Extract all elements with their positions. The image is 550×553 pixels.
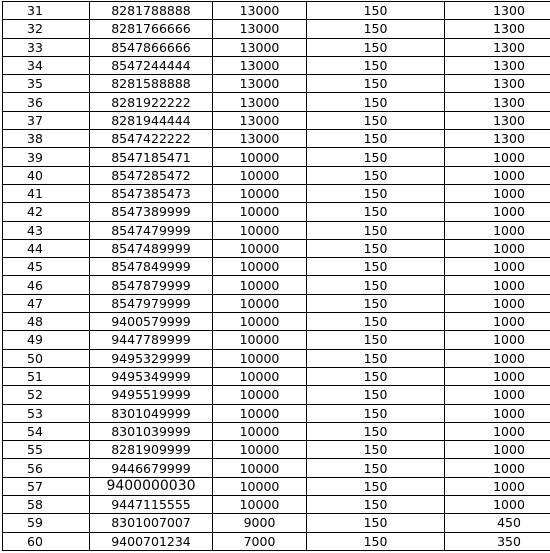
amount-cell: 10000	[213, 349, 307, 367]
amount-cell: 10000	[213, 496, 307, 514]
row-number-cell: 47	[3, 294, 90, 312]
rate-cell: 150	[307, 532, 445, 550]
phone-number-cell: 8547389999	[90, 203, 213, 221]
value-cell: 1000	[445, 459, 550, 477]
rate-cell: 150	[307, 294, 445, 312]
rate-cell: 150	[307, 404, 445, 422]
phone-number-cell: 8547849999	[90, 258, 213, 276]
phone-number-cell: 8301039999	[90, 422, 213, 440]
value-cell: 350	[445, 532, 550, 550]
row-number-cell: 32	[3, 20, 90, 38]
amount-cell: 13000	[213, 93, 307, 111]
row-number-cell: 34	[3, 56, 90, 74]
amount-cell: 13000	[213, 56, 307, 74]
table-row	[3, 20, 550, 38]
phone-number-cell: 9446679999	[90, 459, 213, 477]
value-cell: 1000	[445, 477, 550, 495]
row-number-cell: 42	[3, 203, 90, 221]
table-row	[3, 258, 550, 276]
rate-cell: 150	[307, 239, 445, 257]
table-row	[3, 441, 550, 459]
row-number-cell: 52	[3, 386, 90, 404]
value-cell: 1000	[445, 221, 550, 239]
value-cell: 1000	[445, 203, 550, 221]
row-number-cell: 51	[3, 367, 90, 385]
row-number-cell: 53	[3, 404, 90, 422]
phone-number-cell: 8547185471	[90, 148, 213, 166]
rate-cell: 150	[307, 313, 445, 331]
table-row	[3, 496, 550, 514]
phone-number-cell: 8281588888	[90, 75, 213, 93]
rate-cell: 150	[307, 496, 445, 514]
rate-cell: 150	[307, 386, 445, 404]
value-cell: 1000	[445, 349, 550, 367]
value-cell: 1000	[445, 422, 550, 440]
rate-cell: 150	[307, 441, 445, 459]
row-number-cell: 46	[3, 276, 90, 294]
amount-cell: 10000	[213, 367, 307, 385]
amount-cell: 10000	[213, 184, 307, 202]
row-number-cell: 56	[3, 459, 90, 477]
table-body	[3, 2, 550, 551]
table-row	[3, 38, 550, 56]
value-cell: 1000	[445, 166, 550, 184]
amount-cell: 10000	[213, 203, 307, 221]
table-row	[3, 2, 550, 20]
table-row	[3, 477, 550, 495]
value-cell: 1000	[445, 239, 550, 257]
row-number-cell: 49	[3, 331, 90, 349]
phone-number-cell: 9495519999	[90, 386, 213, 404]
value-cell: 1000	[445, 367, 550, 385]
phone-number-cell: 8547244444	[90, 56, 213, 74]
amount-cell: 10000	[213, 477, 307, 495]
row-number-cell: 55	[3, 441, 90, 459]
table-row	[3, 349, 550, 367]
amount-cell: 10000	[213, 239, 307, 257]
row-number-cell: 36	[3, 93, 90, 111]
table-row	[3, 166, 550, 184]
amount-cell: 10000	[213, 331, 307, 349]
table-row	[3, 56, 550, 74]
rate-cell: 150	[307, 56, 445, 74]
row-number-cell: 60	[3, 532, 90, 550]
phone-number-cell: 8547979999	[90, 294, 213, 312]
row-number-cell: 50	[3, 349, 90, 367]
amount-cell: 7000	[213, 532, 307, 550]
row-number-cell: 41	[3, 184, 90, 202]
value-cell: 1000	[445, 404, 550, 422]
rate-cell: 150	[307, 331, 445, 349]
rate-cell: 150	[307, 349, 445, 367]
row-number-cell: 58	[3, 496, 90, 514]
rate-cell: 150	[307, 459, 445, 477]
phone-number-cell: 8547866666	[90, 38, 213, 56]
row-number-cell: 54	[3, 422, 90, 440]
phone-number-cell: 8547385473	[90, 184, 213, 202]
value-cell: 1000	[445, 276, 550, 294]
table-row	[3, 294, 550, 312]
value-cell: 1000	[445, 441, 550, 459]
phone-number-cell: 9400579999	[90, 313, 213, 331]
value-cell: 1300	[445, 93, 550, 111]
amount-cell: 13000	[213, 111, 307, 129]
phone-number-cell: 8301049999	[90, 404, 213, 422]
amount-cell: 10000	[213, 386, 307, 404]
amount-cell: 10000	[213, 459, 307, 477]
amount-cell: 10000	[213, 276, 307, 294]
table-row	[3, 221, 550, 239]
value-cell: 1000	[445, 496, 550, 514]
value-cell: 1300	[445, 56, 550, 74]
rate-cell: 150	[307, 38, 445, 56]
rate-cell: 150	[307, 184, 445, 202]
amount-cell: 10000	[213, 258, 307, 276]
row-number-cell: 45	[3, 258, 90, 276]
amount-cell: 13000	[213, 75, 307, 93]
phone-number-cell: 9400000030	[90, 477, 213, 495]
table-row	[3, 148, 550, 166]
value-cell: 450	[445, 514, 550, 532]
amount-cell: 10000	[213, 441, 307, 459]
amount-cell: 13000	[213, 38, 307, 56]
table-row	[3, 459, 550, 477]
table-row	[3, 75, 550, 93]
amount-cell: 10000	[213, 422, 307, 440]
amount-cell: 13000	[213, 20, 307, 38]
phone-number-cell: 8281766666	[90, 20, 213, 38]
row-number-cell: 39	[3, 148, 90, 166]
value-cell: 1300	[445, 75, 550, 93]
amount-cell: 13000	[213, 2, 307, 20]
table-row	[3, 239, 550, 257]
value-cell: 1300	[445, 130, 550, 148]
value-cell: 1000	[445, 331, 550, 349]
table-row	[3, 93, 550, 111]
rate-cell: 150	[307, 130, 445, 148]
rate-cell: 150	[307, 20, 445, 38]
amount-cell: 10000	[213, 313, 307, 331]
table-row	[3, 386, 550, 404]
rate-cell: 150	[307, 477, 445, 495]
rate-cell: 150	[307, 166, 445, 184]
table-row	[3, 422, 550, 440]
amount-cell: 10000	[213, 404, 307, 422]
value-cell: 1000	[445, 184, 550, 202]
value-cell: 1000	[445, 148, 550, 166]
table-row	[3, 367, 550, 385]
rate-cell: 150	[307, 203, 445, 221]
rate-cell: 150	[307, 148, 445, 166]
rate-cell: 150	[307, 276, 445, 294]
phone-number-cell: 8301007007	[90, 514, 213, 532]
amount-cell: 9000	[213, 514, 307, 532]
amount-cell: 10000	[213, 221, 307, 239]
phone-number-cell: 8281909999	[90, 441, 213, 459]
table-row	[3, 130, 550, 148]
phone-number-cell: 8281922222	[90, 93, 213, 111]
amount-cell: 10000	[213, 166, 307, 184]
row-number-cell: 43	[3, 221, 90, 239]
phone-number-cell: 9447789999	[90, 331, 213, 349]
rate-cell: 150	[307, 111, 445, 129]
row-number-cell: 35	[3, 75, 90, 93]
table-row	[3, 532, 550, 550]
phone-number-cell: 9447115555	[90, 496, 213, 514]
rate-cell: 150	[307, 258, 445, 276]
table-row	[3, 184, 550, 202]
amount-cell: 10000	[213, 148, 307, 166]
value-cell: 1300	[445, 38, 550, 56]
row-number-cell: 33	[3, 38, 90, 56]
amount-cell: 10000	[213, 294, 307, 312]
phone-number-cell: 9400701234	[90, 532, 213, 550]
rate-cell: 150	[307, 93, 445, 111]
phone-number-cell: 8547422222	[90, 130, 213, 148]
value-cell: 1000	[445, 258, 550, 276]
value-cell: 1000	[445, 294, 550, 312]
numbers-table	[2, 1, 550, 551]
phone-number-cell: 9495349999	[90, 367, 213, 385]
value-cell: 1300	[445, 111, 550, 129]
value-cell: 1300	[445, 20, 550, 38]
phone-number-cell: 8547479999	[90, 221, 213, 239]
row-number-cell: 37	[3, 111, 90, 129]
row-number-cell: 31	[3, 2, 90, 20]
rate-cell: 150	[307, 422, 445, 440]
rate-cell: 150	[307, 514, 445, 532]
row-number-cell: 38	[3, 130, 90, 148]
table-row	[3, 276, 550, 294]
rate-cell: 150	[307, 2, 445, 20]
phone-number-cell: 8547879999	[90, 276, 213, 294]
table-row	[3, 313, 550, 331]
table-row	[3, 203, 550, 221]
row-number-cell: 48	[3, 313, 90, 331]
value-cell: 1300	[445, 2, 550, 20]
phone-number-cell: 8281788888	[90, 2, 213, 20]
row-number-cell: 59	[3, 514, 90, 532]
amount-cell: 13000	[213, 130, 307, 148]
phone-number-cell: 8547489999	[90, 239, 213, 257]
row-number-cell: 57	[3, 477, 90, 495]
value-cell: 1000	[445, 313, 550, 331]
table-row	[3, 404, 550, 422]
row-number-cell: 40	[3, 166, 90, 184]
table-row	[3, 331, 550, 349]
table-row	[3, 514, 550, 532]
row-number-cell: 44	[3, 239, 90, 257]
phone-number-cell: 8547285472	[90, 166, 213, 184]
table-row	[3, 111, 550, 129]
phone-number-cell: 8281944444	[90, 111, 213, 129]
rate-cell: 150	[307, 221, 445, 239]
phone-number-cell: 9495329999	[90, 349, 213, 367]
rate-cell: 150	[307, 367, 445, 385]
value-cell: 1000	[445, 386, 550, 404]
rate-cell: 150	[307, 75, 445, 93]
